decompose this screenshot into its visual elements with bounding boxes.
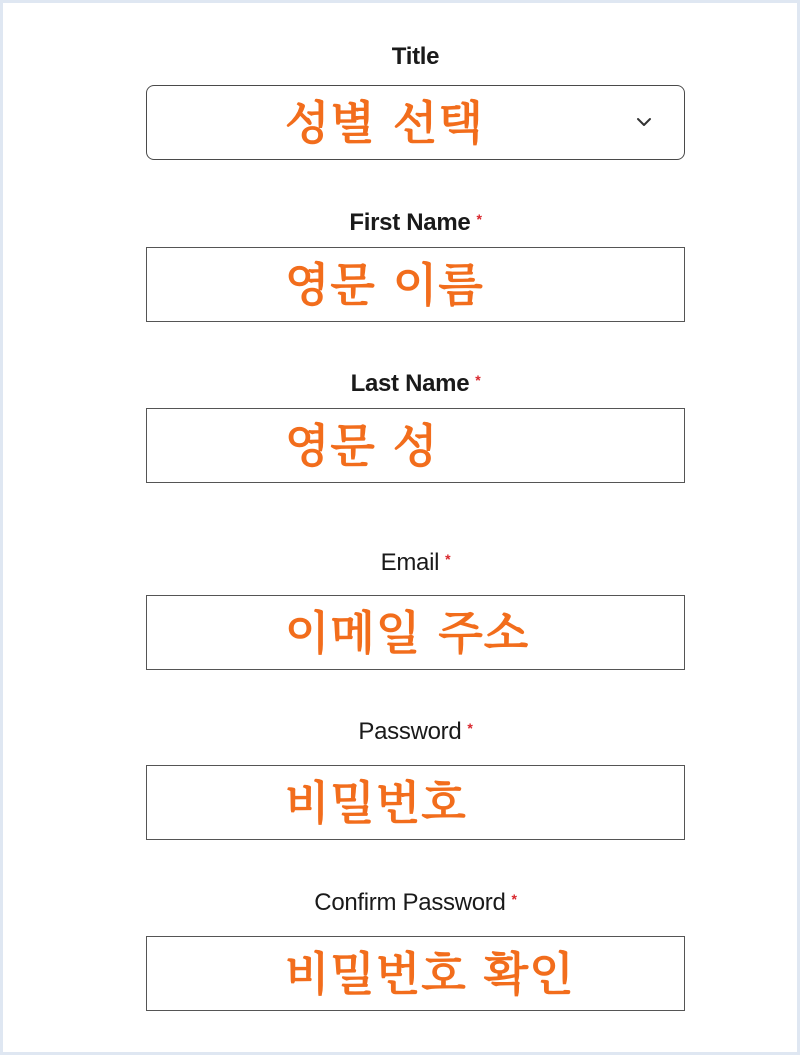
email-value: 이메일 주소 xyxy=(285,606,530,660)
confirm-password-value: 비밀번호 확인 xyxy=(285,947,575,1001)
email-label-text: Email xyxy=(380,549,440,576)
password-label-text: Password xyxy=(358,718,462,745)
email-label xyxy=(146,545,685,577)
last-name-field[interactable] xyxy=(146,408,685,483)
confirm-password-label-text: Confirm Password xyxy=(314,889,506,916)
first-name-label xyxy=(146,205,685,237)
required-mark: * xyxy=(475,372,481,388)
title-label xyxy=(146,43,685,71)
confirm-password-field[interactable] xyxy=(146,936,685,1011)
last-name-label xyxy=(146,366,685,398)
title-label-text: Title xyxy=(391,43,440,70)
email-field[interactable] xyxy=(146,595,685,670)
password-value: 비밀번호 xyxy=(285,776,467,830)
confirm-password-label xyxy=(146,885,685,917)
chevron-down-icon xyxy=(636,114,652,130)
last-name-label-text: Last Name xyxy=(350,370,470,397)
first-name-field[interactable] xyxy=(146,247,685,322)
required-mark: * xyxy=(476,211,482,227)
required-mark: * xyxy=(445,551,451,567)
first-name-label-text: First Name xyxy=(349,209,471,236)
password-field[interactable] xyxy=(146,765,685,840)
last-name-value: 영문 성 xyxy=(285,419,439,473)
required-mark: * xyxy=(467,720,473,736)
title-select-value: 성별 선택 xyxy=(285,96,484,150)
first-name-value: 영문 이름 xyxy=(285,258,484,312)
title-select[interactable] xyxy=(146,85,685,160)
required-mark: * xyxy=(511,891,517,907)
password-label xyxy=(146,714,685,746)
